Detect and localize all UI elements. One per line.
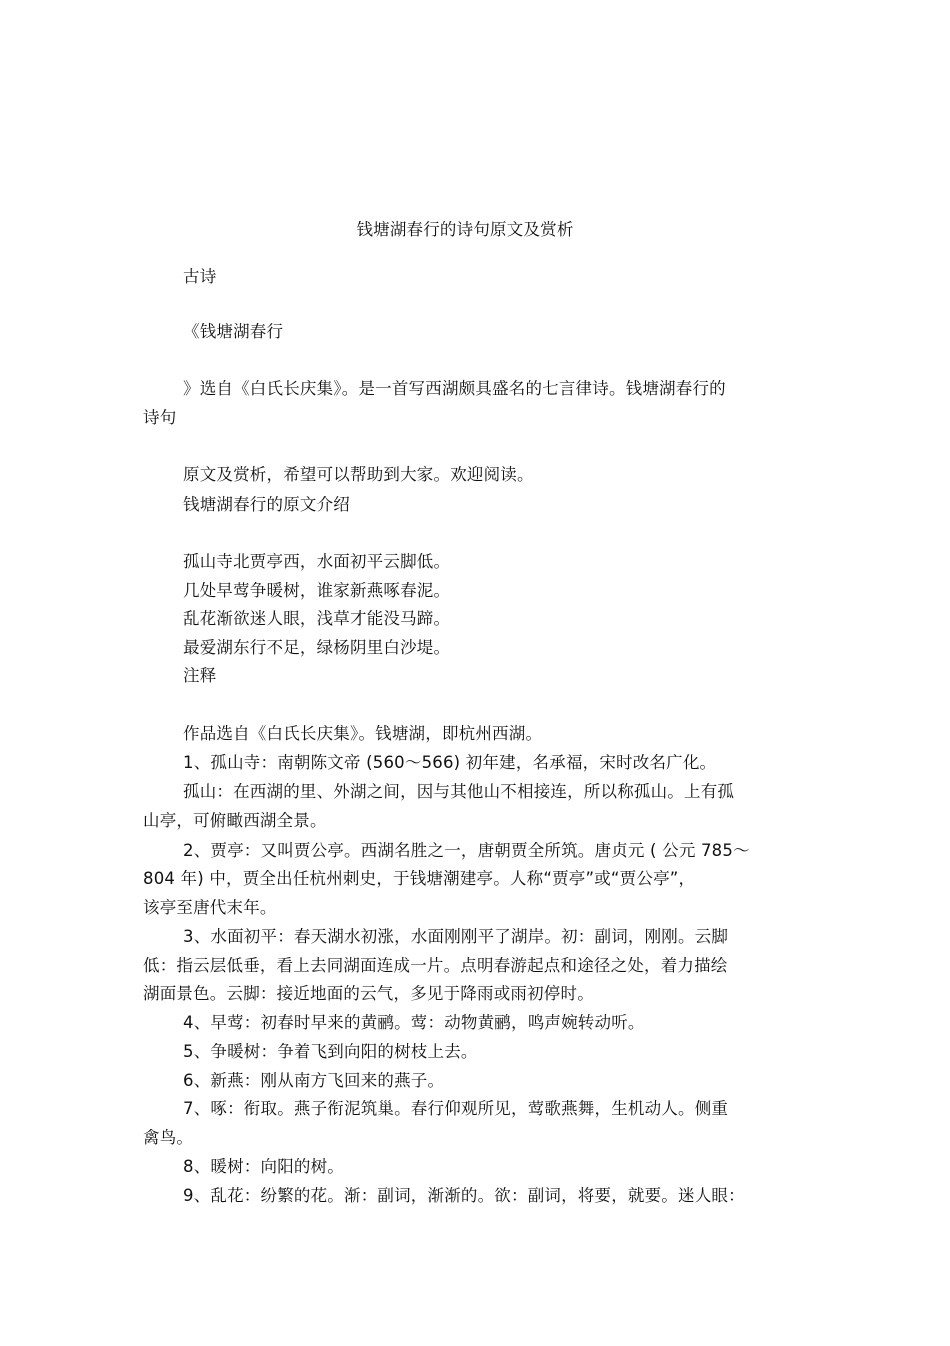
poem-line: 最爱湖东行不足，绿杨阴里白沙堤。	[183, 638, 451, 657]
poem-line: 孤山寺北贾亭西，水面初平云脚低。	[183, 552, 451, 571]
paragraph-line: 诗句	[143, 408, 177, 427]
note-line: 2、贾亭：又叫贾公亭。西湖名胜之一，唐朝贾全所筑。唐贞元 ( 公元 785～	[183, 841, 750, 860]
document-title: 钱塘湖春行的诗句原文及赏析	[356, 220, 574, 239]
note-line: 4、早莺：初春时早来的黄鹂。莺：动物黄鹂，鸣声婉转动听。	[183, 1013, 645, 1032]
paragraph-line: 《钱塘湖春行	[183, 322, 284, 341]
paragraph-line: 》选自《白氏长庆集》。是一首写西湖颇具盛名的七言律诗。钱塘湖春行的	[183, 379, 726, 398]
note-line: 5、争暖树：争着飞到向阳的树枝上去。	[183, 1042, 478, 1061]
note-line: 3、水面初平：春天湖水初涨，水面刚刚平了湖岸。初：副词，刚刚。云脚	[183, 927, 729, 946]
note-line: 禽鸟。	[143, 1128, 194, 1147]
note-line: 孤山：在西湖的里、外湖之间，因与其他山不相接连，所以称孤山。上有孤	[183, 782, 735, 801]
note-line: 湖面景色。云脚：接近地面的云气，多见于降雨或雨初停时。	[143, 984, 594, 1003]
section-heading: 注释	[183, 666, 217, 685]
note-line: 山亭，可俯瞰西湖全景。	[143, 811, 327, 830]
note-line: 低：指云层低垂，看上去同湖面连成一片。点明春游起点和途径之处，着力描绘	[143, 956, 728, 975]
note-line: 9、乱花：纷繁的花。渐：副词，渐渐的。欲：副词，将要，就要。迷人眼：	[183, 1186, 745, 1205]
note-line: 804 年) 中，贾全出任杭州刺史，于钱塘潮建亭。人称“贾亭”或“贾公亭”，	[143, 869, 696, 888]
note-line: 7、啄：衔取。燕子衔泥筑巢。春行仰观所见，莺歌燕舞，生机动人。侧重	[183, 1099, 729, 1118]
section-heading: 钱塘湖春行的原文介绍	[183, 495, 350, 514]
paragraph-line: 原文及赏析，希望可以帮助到大家。欢迎阅读。	[183, 465, 534, 484]
paragraph-line: 古诗	[183, 267, 217, 286]
note-line: 该亭至唐代末年。	[143, 898, 277, 917]
note-line: 1、孤山寺：南朝陈文帝 (560～566) 初年建，名承福，宋时改名广化。	[183, 753, 717, 772]
note-line: 6、新燕：刚从南方飞回来的燕子。	[183, 1071, 445, 1090]
poem-line: 几处早莺争暖树，谁家新燕啄春泥。	[183, 581, 451, 600]
poem-line: 乱花渐欲迷人眼，浅草才能没马蹄。	[183, 609, 451, 628]
paragraph-line: 作品选自《白氏长庆集》。钱塘湖，即杭州西湖。	[183, 724, 543, 743]
note-line: 8、暖树：向阳的树。	[183, 1157, 344, 1176]
